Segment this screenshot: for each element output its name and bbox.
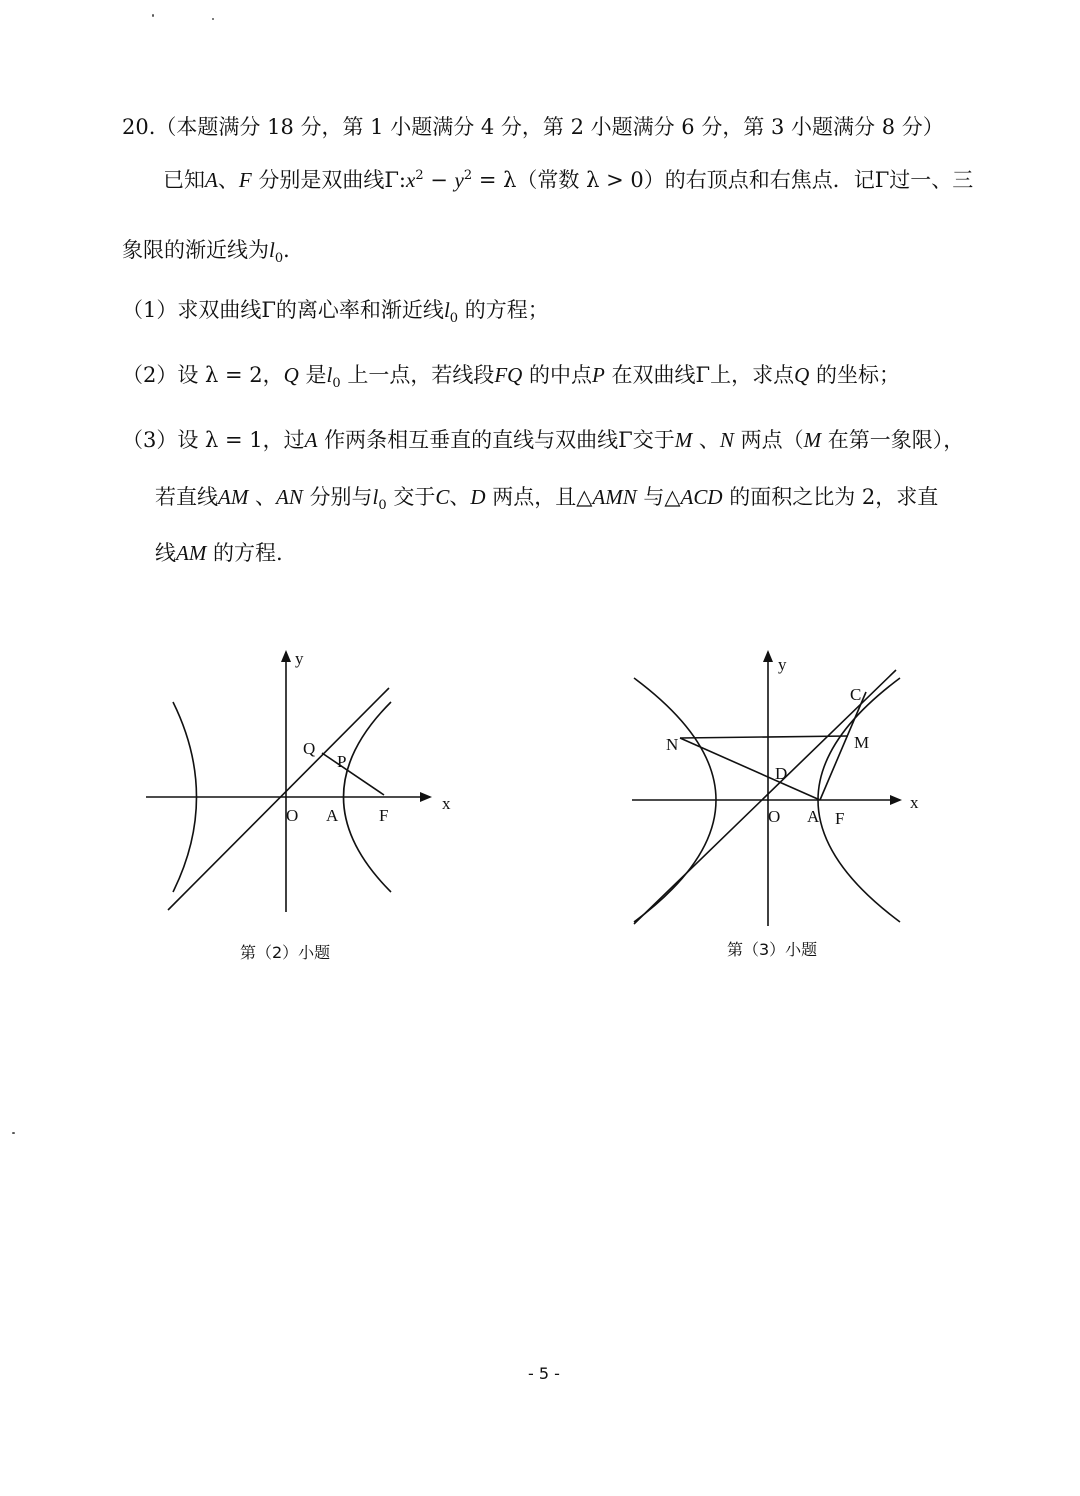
var-AMN: AMN [592, 485, 637, 509]
problem-intro-line-1 [163, 165, 973, 195]
var-C: C [435, 485, 450, 509]
label-P: P [337, 752, 347, 771]
q3-text: 的方程. [206, 541, 283, 565]
q3-text: 作两条相互垂直的直线与双曲线Γ交于 [317, 428, 675, 452]
figure-2-caption: 第（2）小题 [240, 943, 331, 962]
label-A: A [326, 806, 339, 825]
label-A: A [807, 807, 820, 826]
figure-3 [620, 640, 930, 930]
q3-text: 两点（ [733, 428, 804, 452]
var-ACD: ACD [680, 485, 723, 509]
figure-3-caption: 第（3）小题 [727, 940, 818, 959]
var-l: l [326, 363, 333, 387]
label-O: O [768, 807, 781, 826]
q3-text: 分别与 [302, 485, 373, 509]
scan-speck [212, 18, 214, 20]
label-y: y [778, 655, 787, 674]
question-3-line-2 [155, 482, 938, 512]
label-M: M [854, 733, 870, 752]
subscript: 0 [274, 251, 284, 267]
segment-QF [322, 753, 384, 795]
var-M: M [674, 428, 693, 452]
var-N: N [719, 428, 734, 452]
figure-2 [140, 640, 470, 925]
q3-text: （3）设 λ = 1，过 [122, 428, 305, 452]
intro-text: 象限的渐近线为 [122, 238, 269, 262]
question-2 [122, 360, 900, 390]
problem-header [122, 112, 944, 142]
q1-text: （1）求双曲线Γ的离心率和渐近线 [122, 298, 444, 322]
q3-text: 若直线 [155, 485, 218, 509]
intro-text: = λ（常数 λ > 0）的右顶点和右焦点．记Γ过一、三 [472, 168, 974, 192]
intro-text: − [423, 168, 455, 192]
intro-text: 已知 [163, 168, 205, 192]
q3-text: 线 [155, 541, 176, 565]
question-3-line-3 [155, 538, 283, 568]
label-x: x [910, 793, 919, 812]
label-F: F [835, 809, 845, 828]
var-A: A [304, 428, 318, 452]
var-FQ: FQ [494, 363, 523, 387]
q2-text: 在双曲线Γ上，求点 [604, 363, 795, 387]
label-Q: Q [303, 739, 316, 758]
problem-number: 20. [122, 115, 156, 139]
q2-text: 是 [298, 363, 327, 387]
var-A: A [205, 168, 218, 192]
problem-points: （本题满分 18 分，第 1 小题满分 4 分，第 2 小题满分 6 分，第 3 小题满分 8 分） [155, 115, 944, 139]
line-AN [680, 738, 820, 800]
q3-text: 、 [449, 485, 471, 509]
label-y: y [295, 649, 304, 668]
var-AN: AN [276, 485, 303, 509]
q3-text: 两点，且△ [485, 485, 593, 509]
label-O: O [286, 806, 299, 825]
q3-text: 在第一象限）， [821, 428, 965, 452]
var-AM: AM [218, 485, 249, 509]
label-C: C [850, 685, 862, 704]
figure-3-svg [620, 640, 930, 930]
var-F: F [238, 168, 252, 192]
question-1 [122, 295, 549, 325]
q3-text: 的面积之比为 2，求直 [722, 485, 939, 509]
q1-text: 的方程； [458, 298, 549, 322]
var-M: M [803, 428, 822, 452]
label-F: F [379, 806, 389, 825]
subscript: 0 [378, 498, 387, 514]
figure-2-svg [140, 640, 470, 925]
var-l: l [372, 485, 379, 509]
var-x: x [405, 168, 416, 192]
exponent: 2 [415, 168, 424, 183]
subscript: 0 [332, 376, 341, 392]
q2-text: （2）设 λ = 2， [122, 363, 284, 387]
asymptote-l0 [168, 688, 389, 910]
intro-text: ． [283, 238, 305, 262]
var-l: l [269, 238, 275, 262]
var-Q: Q [283, 363, 299, 387]
q2-text: 的坐标； [809, 363, 900, 387]
var-Q: Q [794, 363, 810, 387]
problem-intro-line-2 [122, 235, 304, 265]
intro-text: 、 [217, 168, 239, 192]
q3-text: 与△ [636, 485, 681, 509]
scan-speck [152, 14, 154, 17]
scan-speck [12, 1132, 15, 1134]
q3-text: 、 [248, 485, 277, 509]
q2-text: 上一点，若线段 [340, 363, 495, 387]
var-AM: AM [176, 541, 207, 565]
intro-text: 分别是双曲线Γ: [251, 168, 406, 192]
exponent: 2 [463, 168, 473, 183]
question-3-line-1 [122, 425, 964, 455]
var-y: y [454, 168, 464, 192]
var-D: D [470, 485, 486, 509]
q3-text: 、 [692, 428, 720, 452]
q3-text: 交于 [386, 485, 436, 509]
var-l: l [443, 298, 450, 322]
label-D: D [775, 764, 788, 783]
asymptote-l0 [634, 670, 896, 924]
label-N: N [666, 735, 679, 754]
label-x: x [442, 794, 451, 813]
segment-NM [680, 736, 848, 738]
var-P: P [592, 363, 605, 387]
q2-text: 的中点 [522, 363, 593, 387]
subscript: 0 [449, 311, 459, 327]
page-number: - 5 - [528, 1364, 560, 1383]
